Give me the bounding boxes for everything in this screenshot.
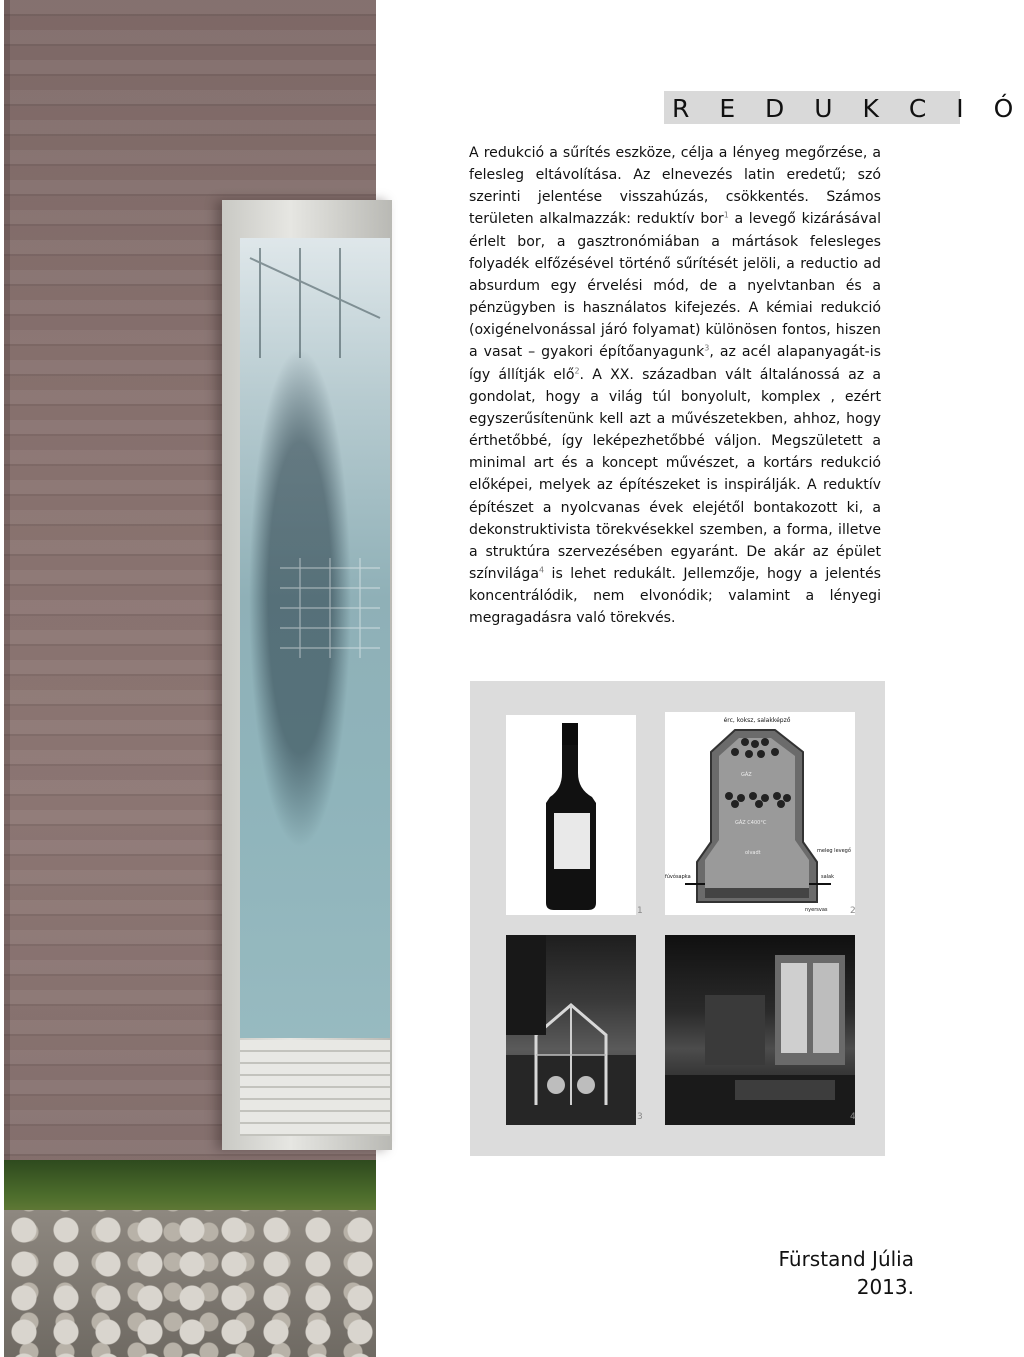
blast-furnace-diagram xyxy=(665,712,855,915)
window-sill xyxy=(240,1040,390,1136)
gate-photo xyxy=(506,935,636,1125)
wall-shadow xyxy=(4,0,10,1357)
figure-number-3: 3 xyxy=(637,1112,643,1122)
furnace-label-bottom: nyersvas xyxy=(805,907,828,913)
furnace-label-slag: salak xyxy=(821,874,835,880)
interior-photo-figure xyxy=(665,935,855,1125)
wall-photo xyxy=(4,0,376,1357)
interior-photo xyxy=(665,935,855,1125)
page-title: R E D U K C I Ó xyxy=(672,94,1024,123)
author-year: 2013. xyxy=(856,1275,914,1299)
furnace-label-air: meleg levegő xyxy=(817,848,851,854)
footnote-ref-4: 4 xyxy=(538,565,545,575)
furnace-label-left: fúvósapka xyxy=(665,874,691,880)
furnace-label-melt: olvadt xyxy=(745,850,761,856)
footnote-ref-1: 1 xyxy=(723,210,729,220)
body-paragraph xyxy=(469,142,881,629)
footnote-ref-3: 3 xyxy=(704,343,710,353)
wine-bottle-icon xyxy=(506,715,636,915)
body-text-5: is lehet redukált. Jellemzője, hogy a jelentés koncentrálódik, nem elvonódik; valamint a lényegi megragadásra való törekvés. xyxy=(469,565,881,627)
pebbles xyxy=(4,1210,376,1357)
figure-number-1: 1 xyxy=(637,906,643,916)
footnote-ref-2: 2 xyxy=(574,365,580,375)
window-glass xyxy=(240,238,390,1038)
furnace-label-mid: GÁZ C400°C xyxy=(735,820,767,826)
window-reflection xyxy=(240,238,390,1038)
furnace-label-top: érc, koksz, salakképző xyxy=(723,717,791,724)
figure-number-2: 2 xyxy=(850,906,856,916)
body-text-3: , az acél alapanyagát-is így állítják elő xyxy=(469,344,882,383)
author-block xyxy=(779,1245,915,1301)
author-name: Fürstand Júlia xyxy=(778,1247,914,1271)
blast-furnace-figure xyxy=(665,712,855,915)
furnace-label-gas: GÁZ xyxy=(741,772,752,778)
figure-number-4: 4 xyxy=(850,1112,856,1122)
wine-bottle-figure xyxy=(506,715,636,915)
body-text-1: A redukció a sűrítés eszköze, célja a lényeg megőrzése, a felesleg eltávolítása. Az elnevezés latin eredetű; szó szerinti jelentése visszahúzás, csökkentés. Számos területen alkalmazzák: reduktív bor xyxy=(469,145,881,228)
body-text-4: . A XX. században vált általánossá az a gondolat, hogy a világ túl bonyolult, komplex , ezért egyszerűsítenünk kell azt a művészetekben, ahhoz, hogy érthetőbbé, így leképezhetőbbé váljon. Megszületett a minimal art és a koncept művészet, a kortárs redukció előképei, melyek az építészeket is inspirálják. A reduktív építészet a nyolcvanas évek elejétől bontakozott ki, a dekonstruktivista törekvésekkel szemben, a forma, illetve a struktúra szervezésében egyaránt. De akár az épület színvilága xyxy=(469,366,881,582)
gate-photo-figure xyxy=(506,935,636,1125)
body-text-2: a levegő kizárásával érlelt bor, a gasztronómiában a mártások felesleges folyadék elfőzésével történő sűrítését jelöli, a reductio ad absurdum egy érvelési mód, de a nyelvtanban és a pénzügyben is használatos kifejezés. A kémiai redukció (oxigénelvonással járó folyamat) különösen fontos, hiszen a vasat – gyakori építőanyagunk xyxy=(469,211,881,361)
